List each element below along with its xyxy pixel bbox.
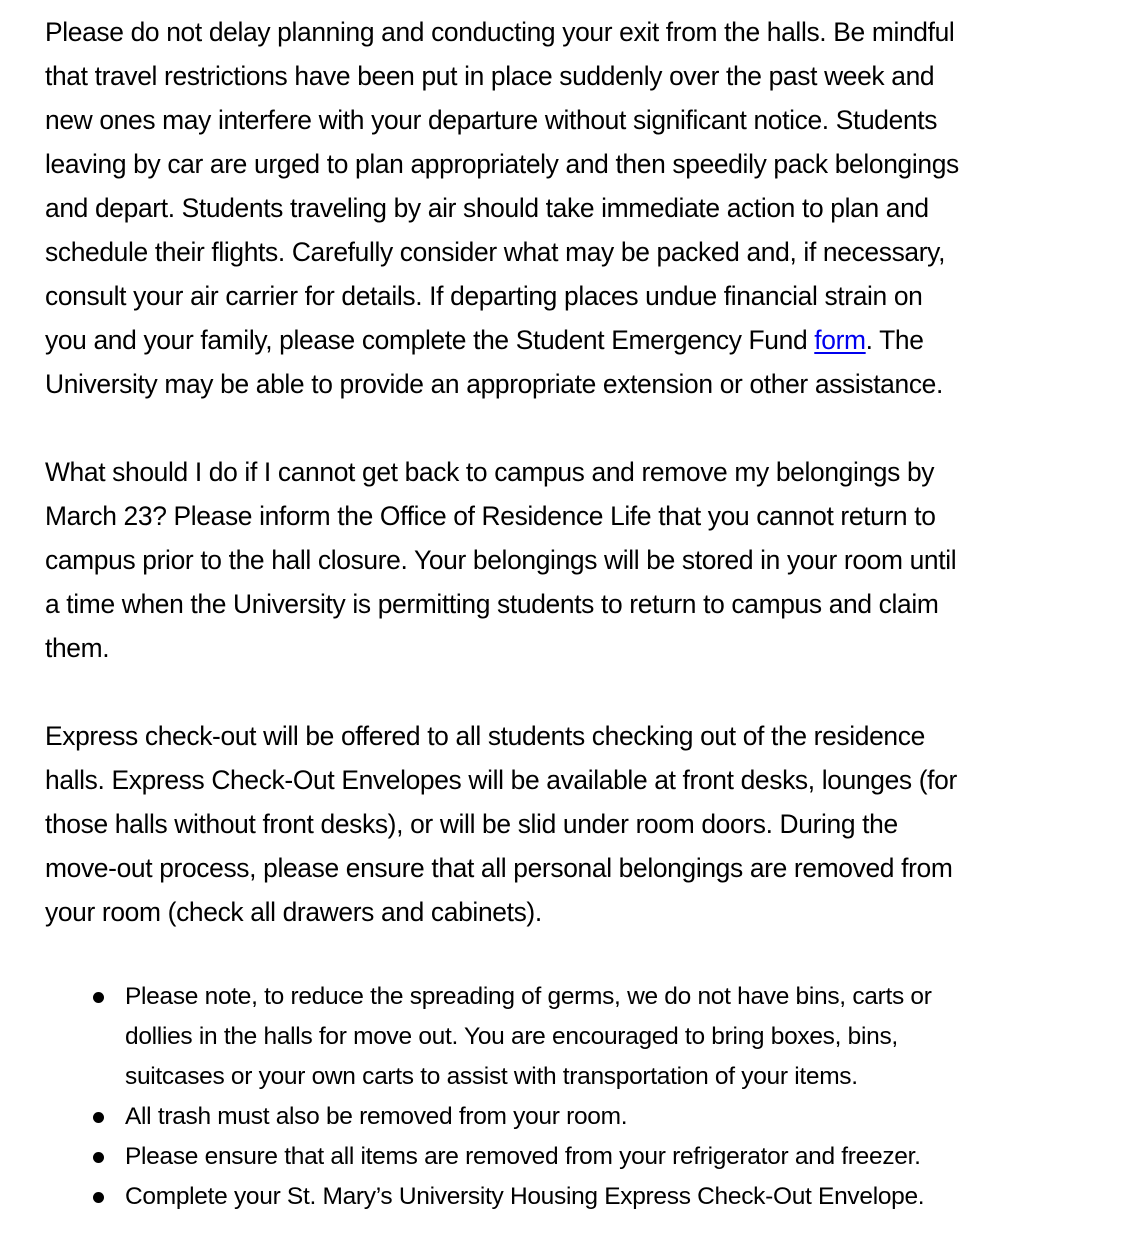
text-line: new ones may interfere with your departure without significant notice. Students [45, 105, 938, 135]
bullet-icon [93, 992, 104, 1003]
text-line: All trash must also be removed from your room. [125, 1103, 628, 1130]
list-item [45, 977, 1105, 1097]
list-item [45, 1177, 1105, 1217]
text-line: dollies in the halls for move out. You are encouraged to bring boxes, bins, [125, 1023, 898, 1050]
text-line: Complete your St. Mary’s University Housing Express Check-Out Envelope. [125, 1183, 925, 1210]
text-line: suitcases or your own carts to assist with transportation of your items. [125, 1063, 858, 1090]
text-line: a time when the University is permitting students to return to campus and claim [45, 589, 939, 619]
text-line: those halls without front desks), or will be slid under room doors. During the [45, 809, 898, 839]
text-line: campus prior to the hall closure. Your belongings will be stored in your room until [45, 545, 957, 575]
text-line: and depart. Students traveling by air should take immediate action to plan and [45, 193, 929, 223]
list-item [45, 1137, 1105, 1177]
text-line: halls. Express Check-Out Envelopes will be available at front desks, lounges (for [45, 765, 957, 795]
text-line: that travel restrictions have been put in place suddenly over the past week and [45, 61, 935, 91]
bullet-icon [93, 1152, 104, 1163]
text-line: University may be able to provide an appropriate extension or other assistance. [45, 369, 943, 399]
document-page [45, 10, 1105, 978]
text-line-with-link [45, 318, 1105, 362]
text-line: schedule their flights. Carefully consider what may be packed and, if necessary, [45, 237, 946, 267]
text-line: Please ensure that all items are removed from your refrigerator and freezer. [125, 1143, 921, 1170]
text-line: Please note, to reduce the spreading of germs, we do not have bins, carts or [125, 983, 932, 1010]
text-line: them. [45, 633, 110, 663]
list-item [45, 1097, 1105, 1137]
paragraph-exit-planning [45, 10, 1105, 406]
student-emergency-fund-form-link[interactable]: form [814, 325, 866, 355]
text-after-link: . The [865, 325, 924, 355]
text-line: What should I do if I cannot get back to campus and remove my belongings by [45, 457, 935, 487]
text-line: Express check-out will be offered to all students checking out of the residence [45, 721, 925, 751]
text-before-link: you and your family, please complete the Student Emergency Fund [45, 325, 815, 355]
text-line: consult your air carrier for details. If departing places undue financial strain on [45, 281, 923, 311]
text-line: leaving by car are urged to plan appropriately and then speedily pack belongings [45, 149, 959, 179]
text-line: Please do not delay planning and conducting your exit from the halls. Be mindful [45, 17, 955, 47]
bullet-icon [93, 1112, 104, 1123]
paragraph-express-checkout [45, 714, 1105, 934]
text-line: March 23? Please inform the Office of Residence Life that you cannot return to [45, 501, 936, 531]
text-line: your room (check all drawers and cabinets). [45, 897, 542, 927]
move-out-bullet-list [45, 977, 1105, 1217]
text-line: move-out process, please ensure that all personal belongings are removed from [45, 853, 953, 883]
bullet-icon [93, 1192, 104, 1203]
paragraph-cannot-return [45, 450, 1105, 670]
